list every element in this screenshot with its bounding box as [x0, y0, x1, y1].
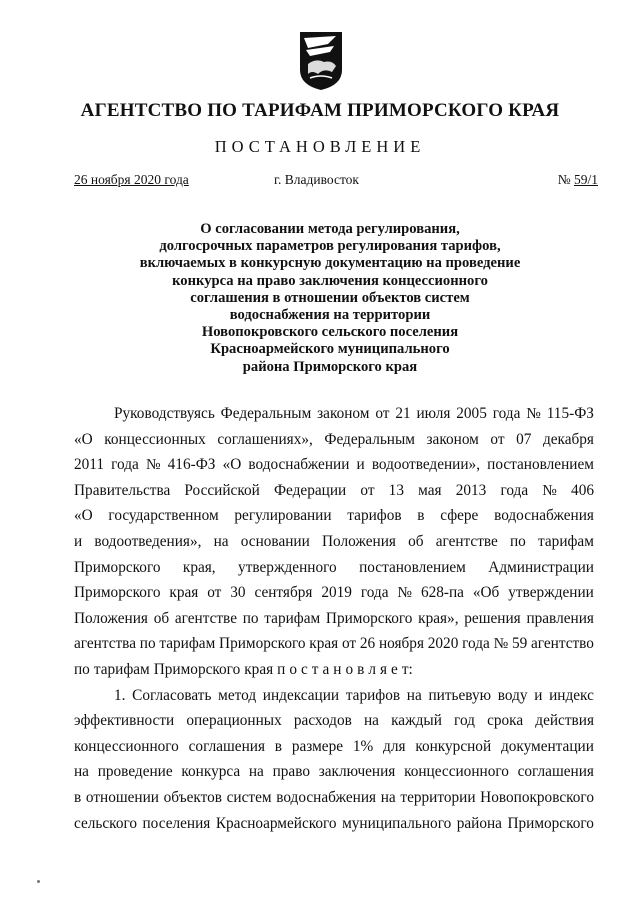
document-title	[110, 221, 550, 376]
body-word: по	[74, 660, 90, 678]
body-word: в	[357, 660, 365, 678]
number-prefix: №	[557, 172, 574, 187]
body-word: по	[139, 635, 156, 653]
body-word: тарифам	[159, 635, 216, 653]
body-word: соглашения	[188, 737, 265, 755]
scan-mark	[37, 880, 40, 883]
body-word: водоотведении»,	[371, 456, 481, 474]
number-value: 59/1	[573, 172, 598, 187]
body-word: государственном	[108, 507, 219, 525]
body-word: Российской	[184, 481, 260, 499]
body-word: Согласовать	[132, 686, 212, 704]
body-word: об	[153, 609, 170, 627]
body-word: края	[169, 584, 199, 602]
body-word: края	[309, 635, 339, 653]
body-word: заключения	[318, 763, 396, 781]
body-line	[74, 657, 594, 683]
title-line: конкурса на право заключения концессионного	[172, 272, 488, 289]
body-line	[74, 503, 594, 529]
body-line	[74, 734, 594, 760]
body-word: №	[526, 405, 541, 422]
body-word: я	[379, 660, 388, 678]
body-word: №	[145, 456, 161, 474]
body-word: срока	[487, 712, 524, 730]
body-word: с	[300, 660, 308, 678]
body-word: года	[462, 635, 490, 653]
body-word: водоотведения»,	[94, 532, 202, 550]
body-word: тарифам	[93, 660, 150, 678]
title-line: долгосрочных параметров регулирования тарифов,	[159, 238, 501, 255]
body-word: Приморского	[74, 558, 161, 576]
title-line: соглашения в отношении объектов систем	[190, 289, 470, 306]
body-word: в	[417, 507, 425, 525]
body-word: постановлением	[487, 456, 594, 474]
body-word: года	[500, 481, 529, 499]
body-word: края	[244, 660, 274, 678]
body-word: размере	[291, 737, 344, 755]
body-word: для	[383, 737, 406, 755]
body-word: в	[74, 788, 82, 806]
body-word: документации	[500, 737, 594, 755]
body-word: Руководствуясь	[114, 405, 215, 422]
document-type: ПОСТАНОВЛЕНИЕ	[214, 137, 426, 156]
body-line	[74, 529, 594, 555]
body-word: муниципального	[342, 814, 452, 832]
body-line	[74, 478, 594, 504]
body-line	[74, 606, 594, 632]
body-line	[74, 708, 594, 734]
body-word: правления	[526, 609, 594, 627]
body-word: тарифам	[538, 532, 594, 550]
document-city: г. Владивосток	[274, 172, 359, 187]
body-text	[74, 401, 594, 836]
body-word: т:	[401, 660, 413, 678]
body-word: «О	[74, 430, 93, 448]
body-word: законом	[426, 430, 479, 448]
body-word: 2020	[427, 635, 459, 653]
body-word: тарифам	[264, 609, 321, 627]
body-word: года	[492, 405, 521, 422]
body-line	[74, 555, 594, 581]
body-line	[74, 401, 594, 427]
body-word: операционных	[186, 712, 282, 730]
body-word: об	[408, 532, 424, 550]
body-word: водоснабжения	[276, 788, 377, 806]
body-word: Приморского	[325, 609, 413, 627]
body-word: на	[380, 788, 396, 806]
body-line	[74, 631, 594, 657]
body-word: №	[542, 481, 557, 499]
body-word: водоснабжения	[494, 507, 594, 525]
body-word: по	[242, 609, 259, 627]
body-line	[74, 785, 594, 811]
body-word: а	[322, 660, 330, 678]
body-word: 1.	[114, 686, 126, 704]
body-word: июля	[416, 405, 451, 422]
body-word: 416-ФЗ	[167, 456, 216, 474]
title-line: Красноармейского муниципального	[210, 341, 450, 358]
body-word: тарифов	[345, 686, 401, 704]
body-word: водоснабжении	[248, 456, 350, 474]
body-word: Федеральным	[324, 430, 415, 448]
body-word: решения	[464, 609, 521, 627]
body-word: 2019	[321, 584, 352, 602]
body-word: поселения	[142, 814, 211, 832]
body-word: от	[207, 584, 222, 602]
body-word: и	[534, 686, 543, 704]
body-word: Приморского	[219, 635, 306, 653]
body-line	[74, 580, 594, 606]
body-word: Новопокровского	[480, 788, 594, 806]
body-word: о	[345, 660, 354, 678]
body-word: концессионного	[74, 737, 179, 755]
body-line	[74, 811, 594, 837]
body-word: Положения	[74, 609, 148, 627]
body-word: сентября	[254, 584, 313, 602]
body-word: т	[311, 660, 319, 678]
body-word: №	[397, 584, 413, 602]
body-word: Администрации	[488, 558, 594, 576]
body-word: Федерации	[273, 481, 347, 499]
body-word: и	[74, 532, 83, 550]
body-word: на	[363, 712, 379, 730]
body-word: «О	[222, 456, 242, 474]
body-word: на	[406, 686, 422, 704]
coat-of-arms-emblem	[298, 30, 344, 92]
body-word: конкурса	[181, 763, 241, 781]
body-word: систем	[226, 788, 272, 806]
body-word: 1%	[352, 737, 374, 755]
body-word: мая	[418, 481, 442, 499]
body-word: 26	[359, 635, 376, 653]
body-word: 2013	[455, 481, 487, 499]
body-word: соглашениях»,	[217, 430, 313, 448]
body-word: Приморского	[153, 660, 241, 678]
body-word: концессионных	[104, 430, 206, 448]
body-word: индексации	[262, 686, 340, 704]
body-word: ноября	[378, 635, 424, 653]
body-word: утвержденного	[238, 558, 337, 576]
agency-name: АГЕНТСТВО ПО ТАРИФАМ ПРИМОРСКОГО КРАЯ	[80, 100, 560, 121]
body-word: 115-ФЗ	[546, 405, 594, 422]
body-word: 13	[388, 481, 404, 499]
body-word: е	[391, 660, 398, 678]
body-word: Приморского	[74, 584, 161, 602]
body-word: 30	[230, 584, 246, 602]
body-word: сельского	[74, 814, 138, 832]
body-word: по	[510, 532, 526, 550]
body-word: в	[274, 737, 283, 755]
body-word: №	[493, 635, 509, 653]
body-word: п	[277, 660, 286, 678]
body-word: «Об	[472, 584, 500, 602]
body-word: законом	[317, 405, 370, 422]
body-word: регулировании	[234, 507, 332, 525]
body-word: концессионного	[404, 763, 509, 781]
document-number	[558, 172, 598, 188]
body-word: от	[375, 405, 390, 422]
body-word: питьевую	[428, 686, 492, 704]
body-word: утверждении	[508, 584, 594, 602]
body-word: от	[490, 430, 505, 448]
body-word: расходов	[293, 712, 352, 730]
body-word: 406	[571, 481, 594, 499]
body-word: от	[341, 635, 357, 653]
body-word: действия	[535, 712, 594, 730]
body-word: «О	[74, 507, 93, 525]
body-word: Приморского	[507, 814, 594, 832]
body-word: 59	[511, 635, 528, 653]
body-word: л	[368, 660, 376, 678]
body-word: края,	[182, 558, 216, 576]
body-line	[74, 683, 594, 709]
body-word: 2005	[456, 405, 487, 422]
body-word: воду	[497, 686, 528, 704]
body-word: агентство	[531, 635, 594, 653]
title-line: района Приморского края	[242, 358, 418, 375]
body-line	[74, 427, 594, 453]
body-word: Красноармейского	[215, 814, 337, 832]
body-word: право	[272, 763, 310, 781]
body-word: агентстве	[174, 609, 237, 627]
body-word: 628-па	[420, 584, 464, 602]
body-word: постановлением	[359, 558, 466, 576]
body-word: н	[333, 660, 342, 678]
title-line: включаемых в конкурсную документацию на проведение	[139, 255, 521, 272]
body-word: декабря	[542, 430, 594, 448]
body-word: Федеральным	[220, 405, 312, 422]
body-word: от	[360, 481, 375, 499]
body-word: объектов	[163, 788, 222, 806]
body-word: территории	[400, 788, 476, 806]
body-word: 2011	[74, 456, 105, 474]
body-word: и	[356, 456, 365, 474]
title-line: Новопокровского сельского поселения	[201, 324, 459, 341]
body-word: Положения	[321, 532, 396, 550]
body-word: агентстве	[435, 532, 498, 550]
body-word: индекс	[549, 686, 594, 704]
title-line: водоснабжения на территории	[229, 307, 431, 324]
body-word: о	[289, 660, 297, 678]
body-word: края»,	[418, 609, 459, 627]
body-word: каждый	[391, 712, 442, 730]
body-word: 21	[395, 405, 411, 422]
body-word: агентства	[74, 635, 136, 653]
body-line	[74, 452, 594, 478]
body-word: на	[248, 763, 264, 781]
body-word: метод	[218, 686, 257, 704]
body-word: района	[456, 814, 502, 832]
body-word: конкурсной	[415, 737, 492, 755]
body-word: Правительства	[74, 481, 171, 499]
body-word: год	[454, 712, 475, 730]
body-word: сфере	[440, 507, 479, 525]
document-date: 26 ноября 2020 года	[74, 172, 189, 187]
body-word: на	[74, 763, 89, 781]
body-word: проведение	[97, 763, 173, 781]
body-word: тарифов	[347, 507, 402, 525]
body-word: на	[213, 532, 229, 550]
body-word: 07	[516, 430, 532, 448]
body-word: отношении	[85, 788, 159, 806]
body-word: соглашения	[517, 763, 594, 781]
body-line	[74, 759, 594, 785]
body-word: года	[111, 456, 139, 474]
body-word: эффективности	[74, 712, 175, 730]
body-word: основании	[240, 532, 310, 550]
body-word: года	[360, 584, 389, 602]
title-line: О согласовании метода регулирования,	[200, 221, 460, 237]
